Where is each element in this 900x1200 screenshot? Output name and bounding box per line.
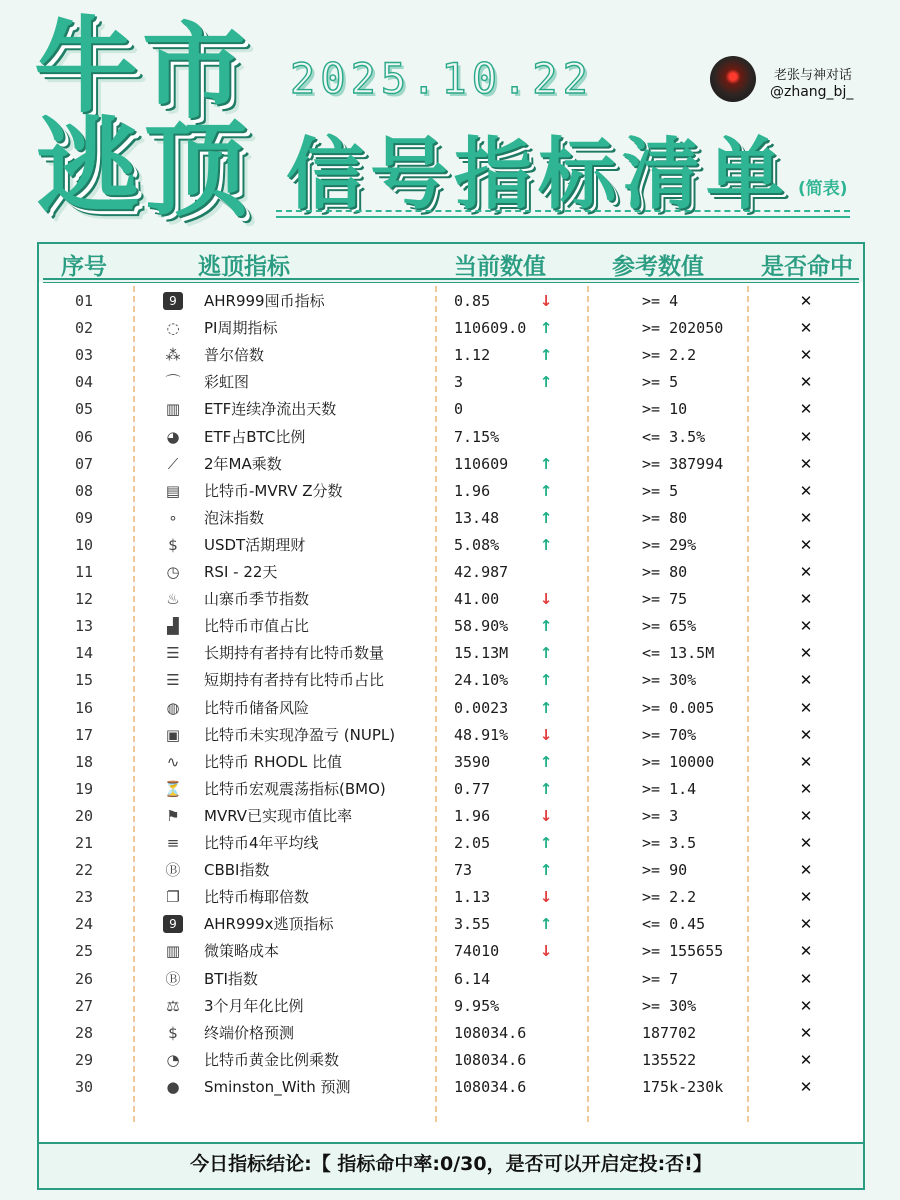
- clipboard-icon: ▤: [165, 481, 181, 500]
- trend-up-icon: ↑: [539, 481, 553, 500]
- cross-icon: ✕: [799, 752, 813, 771]
- cross-icon: ✕: [799, 779, 813, 798]
- reference-value: >= 4: [642, 292, 679, 310]
- cross-icon: ✕: [799, 861, 813, 880]
- indicator-name: 终端价格预测: [204, 1023, 295, 1042]
- row-index: 30: [74, 1077, 94, 1096]
- price-icon: $: [168, 1023, 178, 1042]
- reference-value: >= 70%: [642, 725, 697, 744]
- current-value: 110609: [454, 454, 509, 473]
- table-row: [39, 424, 863, 451]
- reference-value: >= 75: [642, 590, 688, 609]
- table-row: [39, 505, 863, 532]
- row-index: 26: [74, 969, 94, 988]
- trend-up-icon: ↑: [539, 671, 553, 690]
- current-value: 42.987: [454, 563, 509, 581]
- table-row: [39, 559, 863, 586]
- reference-value: >= 10000: [642, 752, 715, 771]
- current-value: 7.15%: [454, 427, 500, 446]
- current-value: 0.77: [454, 779, 491, 798]
- reference-value: >= 2.2: [642, 888, 697, 907]
- pulse-icon: ∿: [166, 752, 180, 771]
- table-row: [39, 315, 863, 342]
- cross-icon: ✕: [799, 969, 813, 988]
- row-index: 23: [74, 888, 94, 907]
- current-value: 108034.6: [454, 1077, 527, 1096]
- trend-up-icon: ↑: [539, 535, 553, 554]
- trend-up-icon: ↑: [539, 373, 553, 392]
- reference-value: >= 5: [642, 373, 679, 392]
- ahr999-icon: 9: [163, 292, 183, 310]
- trend-down-icon: ↓: [539, 590, 553, 609]
- trend-up-icon: ↑: [539, 508, 553, 527]
- logo: [34, 5, 264, 231]
- row-index: 18: [74, 752, 94, 771]
- trend-down-icon: ↓: [539, 806, 553, 825]
- table-row: [39, 640, 863, 667]
- indicator-name: MVRV已实现市值比率: [204, 806, 353, 825]
- current-value: 1.12: [454, 346, 491, 365]
- row-index: 21: [74, 834, 94, 852]
- trend-down-icon: ↓: [539, 888, 553, 907]
- logo-char: 市: [142, 11, 247, 133]
- row-index: 14: [74, 644, 94, 663]
- current-value: 3: [454, 373, 464, 392]
- reference-value: >= 5: [642, 481, 679, 500]
- hourglass-icon: ⏳: [163, 779, 183, 798]
- row-index: 15: [74, 671, 94, 690]
- row-index: 09: [74, 508, 94, 527]
- table-row: [39, 342, 863, 369]
- reference-value: >= 80: [642, 508, 688, 527]
- cross-icon: ✕: [799, 373, 813, 392]
- indicator-name: Sminston_With 预测: [204, 1077, 351, 1096]
- reference-value: >= 30%: [642, 671, 697, 690]
- indicator-name: 比特币宏观震荡指标(BMO): [204, 779, 386, 798]
- current-value: 15.13M: [454, 644, 509, 663]
- trend-up-icon: ↑: [539, 346, 553, 365]
- cross-icon: ✕: [799, 319, 813, 338]
- reference-value: <= 13.5M: [642, 644, 715, 663]
- table-row: [39, 803, 863, 830]
- trend-up-icon: ↑: [539, 779, 553, 798]
- table-row: [39, 966, 863, 993]
- current-value: 0: [454, 400, 464, 419]
- trend-up-icon: ↑: [539, 454, 553, 473]
- indicator-name: 比特币储备风险: [204, 698, 310, 717]
- reference-value: <= 0.45: [642, 915, 706, 934]
- bar-chart-icon: ▥: [165, 400, 181, 419]
- row-index: 03: [74, 346, 94, 365]
- cross-icon: ✕: [799, 996, 813, 1015]
- cross-icon: ✕: [799, 671, 813, 690]
- cross-icon: ✕: [799, 942, 813, 961]
- column-header-index: 序号: [61, 254, 107, 280]
- reference-value: >= 3.5: [642, 834, 697, 852]
- cross-icon: ✕: [799, 834, 813, 852]
- row-index: 04: [74, 373, 94, 392]
- reference-value: >= 10: [642, 400, 688, 419]
- trend-down-icon: ↓: [539, 942, 553, 961]
- trend-down-icon: ↓: [539, 292, 553, 310]
- table-row: [39, 1047, 863, 1074]
- indicator-name: 比特币4年平均线: [204, 834, 319, 852]
- header-rule: [43, 282, 859, 283]
- indicator-name: AHR999x逃顶指标: [204, 915, 334, 934]
- column-header-current: 当前数值: [454, 254, 546, 280]
- row-index: 08: [74, 481, 94, 500]
- current-value: 48.91%: [454, 725, 509, 744]
- cross-icon: ✕: [799, 888, 813, 907]
- reference-value: >= 202050: [642, 319, 724, 338]
- reference-value: >= 0.005: [642, 698, 715, 717]
- row-index: 12: [74, 590, 94, 609]
- reference-value: >= 65%: [642, 617, 697, 636]
- current-value: 0.85: [454, 292, 491, 310]
- row-index: 07: [74, 454, 94, 473]
- table-row: [39, 830, 863, 857]
- indicator-name: CBBI指数: [204, 861, 270, 880]
- current-value: 1.96: [454, 481, 491, 500]
- cross-icon: ✕: [799, 292, 813, 310]
- row-index: 22: [74, 861, 94, 880]
- date: 2025.10.22: [290, 54, 593, 103]
- clock-icon: ◷: [166, 563, 180, 581]
- table-row: [39, 396, 863, 423]
- cross-icon: ✕: [799, 644, 813, 663]
- cross-icon: ✕: [799, 346, 813, 365]
- table-row: [39, 532, 863, 559]
- indicator-name: 比特币-MVRV Z分数: [204, 481, 343, 500]
- sparkle-icon: ⁂: [165, 346, 181, 365]
- trend-up-icon: ↑: [539, 834, 553, 852]
- row-index: 11: [74, 563, 94, 581]
- table-row: [39, 613, 863, 640]
- current-value: 74010: [454, 942, 500, 961]
- row-index: 17: [74, 725, 94, 744]
- author-handle[interactable]: @zhang_bj_: [770, 84, 854, 100]
- table-row: [39, 1020, 863, 1047]
- indicator-name: 普尔倍数: [204, 346, 265, 365]
- column-header-reference: 参考数值: [612, 254, 704, 280]
- bitcoin-circle-icon: Ⓑ: [165, 969, 181, 988]
- line-chart-icon: ⟋: [167, 454, 179, 473]
- reference-value: >= 30%: [642, 996, 697, 1015]
- trend-up-icon: ↑: [539, 644, 553, 663]
- indicator-name: AHR999囤币指标: [204, 292, 325, 310]
- reference-value: 135522: [642, 1050, 697, 1069]
- reference-value: >= 2.2: [642, 346, 697, 365]
- column-header-hit: 是否命中: [761, 254, 853, 280]
- indicator-name: 短期持有者持有比特币占比: [204, 671, 385, 690]
- indicator-name: 山寨币季节指数: [204, 590, 310, 609]
- table-row: [39, 369, 863, 396]
- indicator-name: 泡沫指数: [204, 508, 265, 527]
- indicator-name: ETF占BTC比例: [204, 427, 306, 446]
- indicator-name: 彩虹图: [204, 373, 250, 392]
- fire-icon: ♨: [166, 590, 180, 609]
- cross-icon: ✕: [799, 400, 813, 419]
- cross-icon: ✕: [799, 1023, 813, 1042]
- indicator-name: 比特币市值占比: [204, 617, 310, 636]
- cross-icon: ✕: [799, 915, 813, 934]
- row-index: 20: [74, 806, 94, 825]
- cycle-icon: ◌: [166, 319, 180, 338]
- current-value: 1.96: [454, 806, 491, 825]
- divider: [276, 210, 850, 212]
- cross-icon: ✕: [799, 590, 813, 609]
- header-rule: [43, 278, 859, 280]
- reference-value: >= 1.4: [642, 779, 697, 798]
- bar-chart-icon: ▥: [165, 942, 181, 961]
- avatar[interactable]: [710, 56, 756, 102]
- indicator-name: 2年MA乘数: [204, 454, 282, 473]
- table-row: [39, 478, 863, 505]
- dollar-icon: $: [168, 535, 178, 554]
- table-row: [39, 749, 863, 776]
- divider: [276, 216, 850, 218]
- indicator-table: [37, 242, 865, 1190]
- reference-value: >= 387994: [642, 454, 724, 473]
- table-row: [39, 911, 863, 938]
- indicator-name: PI周期指标: [204, 319, 278, 338]
- indicator-name: RSI - 22天: [204, 563, 278, 581]
- current-value: 3590: [454, 752, 491, 771]
- current-value: 58.90%: [454, 617, 509, 636]
- current-value: 3.55: [454, 915, 491, 934]
- signal-icon: ▟: [167, 617, 179, 636]
- pie-chart-icon: ◕: [166, 427, 180, 446]
- cross-icon: ✕: [799, 725, 813, 744]
- row-index: 10: [74, 535, 94, 554]
- table-row: [39, 1074, 863, 1101]
- table-row: [39, 776, 863, 803]
- cross-icon: ✕: [799, 427, 813, 446]
- gauge-icon: ◔: [166, 1050, 180, 1069]
- indicator-name: 比特币黄金比例乘数: [204, 1050, 340, 1069]
- cross-icon: ✕: [799, 454, 813, 473]
- row-index: 19: [74, 779, 94, 798]
- table-row: [39, 586, 863, 613]
- list-icon: ≡: [166, 834, 180, 852]
- current-value: 24.10%: [454, 671, 509, 690]
- flag-icon: ⚑: [166, 806, 180, 825]
- row-index: 16: [74, 698, 94, 717]
- page-title: 信号指标清单: [286, 130, 791, 220]
- trend-up-icon: ↑: [539, 915, 553, 934]
- table-row: [39, 884, 863, 911]
- indicator-name: 比特币未实现净盈亏 (NUPL): [204, 725, 396, 744]
- bitcoin-icon: ●: [166, 1077, 180, 1096]
- conclusion-bar: 今日指标结论:【 指标命中率:0/30，是否可以开启定投:否!】: [39, 1142, 863, 1188]
- reference-value: >= 29%: [642, 535, 697, 554]
- cross-icon: ✕: [799, 806, 813, 825]
- trend-up-icon: ↑: [539, 617, 553, 636]
- reference-value: >= 3: [642, 806, 679, 825]
- current-value: 9.95%: [454, 996, 500, 1015]
- logo-char: 牛: [34, 5, 139, 127]
- reference-value: >= 155655: [642, 942, 724, 961]
- receipt-icon: ▣: [165, 725, 181, 744]
- current-value: 108034.6: [454, 1050, 527, 1069]
- indicator-name: BTI指数: [204, 969, 258, 988]
- trend-up-icon: ↑: [539, 319, 553, 338]
- database-icon: ☰: [166, 671, 180, 690]
- trend-up-icon: ↑: [539, 752, 553, 771]
- logo-char: 顶: [144, 109, 249, 231]
- reference-value: >= 90: [642, 861, 688, 880]
- row-index: 28: [74, 1023, 94, 1042]
- table-row: [39, 722, 863, 749]
- row-index: 13: [74, 617, 94, 636]
- copy-icon: ❐: [166, 888, 180, 907]
- row-index: 25: [74, 942, 94, 961]
- author-name: 老张与神对话: [774, 68, 853, 83]
- column-header-indicator: 逃顶指标: [198, 254, 290, 280]
- cross-icon: ✕: [799, 563, 813, 581]
- table-row: [39, 938, 863, 965]
- table-header: [39, 244, 863, 282]
- row-index: 06: [74, 427, 94, 446]
- indicator-name: ETF连续净流出天数: [204, 400, 337, 419]
- row-index: 01: [74, 292, 94, 310]
- row-index: 02: [74, 319, 94, 338]
- cross-icon: ✕: [799, 1050, 813, 1069]
- current-value: 5.08%: [454, 535, 500, 554]
- cross-icon: ✕: [799, 1077, 813, 1096]
- row-index: 05: [74, 400, 94, 419]
- reference-value: >= 7: [642, 969, 679, 988]
- current-value: 13.48: [454, 508, 500, 527]
- rainbow-icon: ⌒: [165, 373, 181, 392]
- current-value: 110609.0: [454, 319, 527, 338]
- table-row: [39, 993, 863, 1020]
- row-index: 24: [74, 915, 94, 934]
- bubble-icon: ∘: [168, 508, 178, 527]
- table-row: [39, 857, 863, 884]
- logo-char: 逃: [36, 105, 141, 227]
- coins-icon: ◍: [166, 698, 180, 717]
- reference-value: <= 3.5%: [642, 427, 706, 446]
- table-row: [39, 288, 863, 315]
- cross-icon: ✕: [799, 508, 813, 527]
- reference-value: 175k-230k: [642, 1077, 724, 1096]
- current-value: 41.00: [454, 590, 500, 609]
- scale-icon: ⚖: [166, 996, 180, 1015]
- indicator-name: 比特币 RHODL 比值: [204, 752, 342, 771]
- table-row: [39, 695, 863, 722]
- subtitle: (简表): [798, 179, 848, 199]
- indicator-name: 长期持有者持有比特币数量: [204, 644, 385, 663]
- current-value: 6.14: [454, 969, 491, 988]
- current-value: 0.0023: [454, 698, 509, 717]
- row-index: 29: [74, 1050, 94, 1069]
- reference-value: >= 80: [642, 563, 688, 581]
- current-value: 73: [454, 861, 473, 880]
- ahr999-icon: 9: [163, 915, 183, 933]
- bitcoin-circle-icon: Ⓑ: [165, 861, 181, 880]
- trend-up-icon: ↑: [539, 861, 553, 880]
- trend-up-icon: ↑: [539, 698, 553, 717]
- cross-icon: ✕: [799, 535, 813, 554]
- cross-icon: ✕: [799, 698, 813, 717]
- database-icon: ☰: [166, 644, 180, 663]
- indicator-name: 3个月年化比例: [204, 996, 304, 1015]
- cross-icon: ✕: [799, 481, 813, 500]
- table-row: [39, 451, 863, 478]
- trend-down-icon: ↓: [539, 725, 553, 744]
- table-row: [39, 667, 863, 694]
- reference-value: 187702: [642, 1023, 697, 1042]
- current-value: 108034.6: [454, 1023, 527, 1042]
- indicator-name: 微策略成本: [204, 942, 280, 961]
- indicator-name: 比特币梅耶倍数: [204, 888, 310, 907]
- current-value: 1.13: [454, 888, 491, 907]
- indicator-name: USDT活期理财: [204, 535, 306, 554]
- row-index: 27: [74, 996, 94, 1015]
- current-value: 2.05: [454, 834, 491, 852]
- cross-icon: ✕: [799, 617, 813, 636]
